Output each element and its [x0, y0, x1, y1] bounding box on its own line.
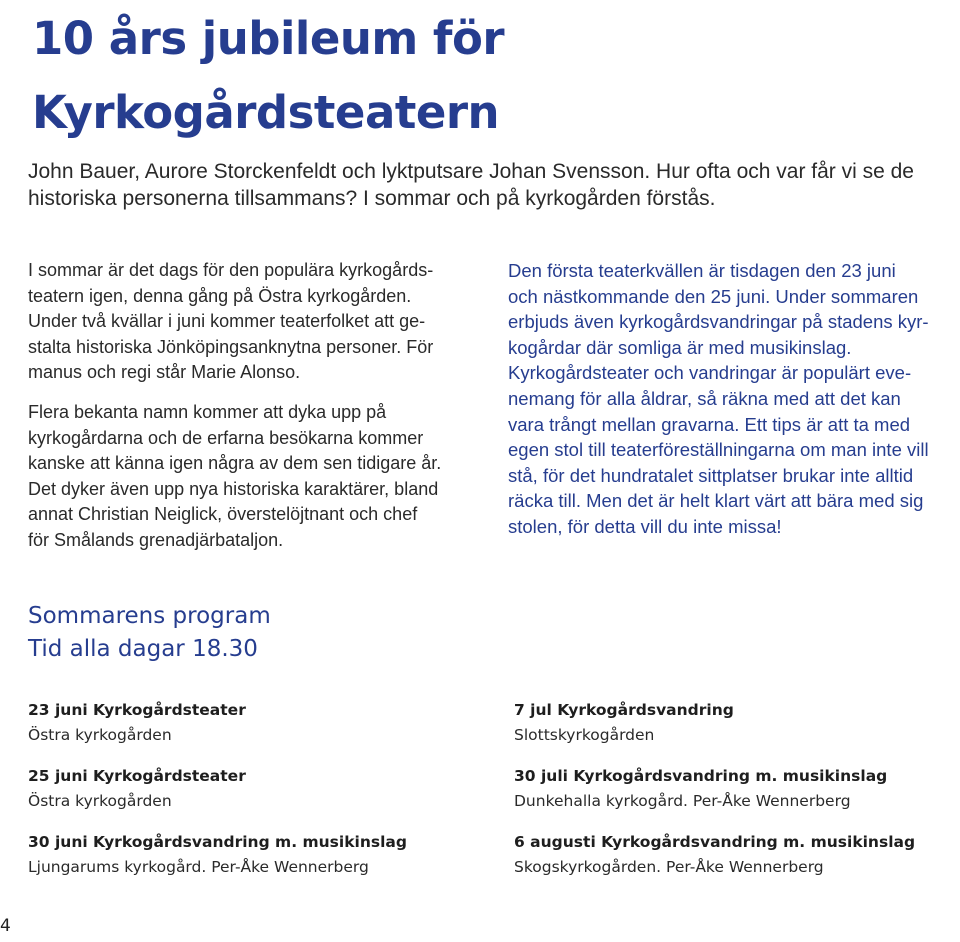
- page-title: [32, 2, 504, 150]
- program-item: [514, 764, 954, 814]
- left-column: [28, 258, 478, 568]
- program-left-column: [28, 698, 468, 896]
- right-paragraph-1: Den första teaterkvällen är tisdagen den 23 juni och nästkommande den 25 juni. Under sommaren erbjuds även kyrkogårdsvandringar på stadens kyr- kogårdar där somliga är med musikinslag. Kyrkogårdsteater och vandringar är populärt eve- nemang för alla åldrar, så räkna med att det kan vara trångt mellan gravarna. Ett tips är att ta med egen stol till teaterföreställningarna om man inte vill stå, för det hundratalet sittplatser brukar inte alltid räcka till. Men det är helt klart värt att bära med sig stolen, för detta vill du inte missa!: [508, 260, 929, 537]
- program-item-place: Skogskyrkogården. Per-Åke Wennerberg: [514, 858, 824, 876]
- program-item: [514, 698, 954, 748]
- program-item: [28, 830, 468, 880]
- program-item-title: 23 juni Kyrkogårdsteater: [28, 701, 246, 719]
- program-item-title: 6 augusti Kyrkogårdsvandring m. musikinslag: [514, 833, 916, 851]
- program-item: [514, 830, 954, 880]
- program-item-place: Ljungarums kyrkogård. Per-Åke Wennerberg: [28, 858, 369, 876]
- program-item-place: Slottskyrkogården: [514, 726, 655, 744]
- program-item: [28, 764, 468, 814]
- program-item: [28, 698, 468, 748]
- program-item-place: Östra kyrkogården: [28, 726, 172, 744]
- page-number: 4: [0, 916, 11, 936]
- left-paragraph-2: Flera bekanta namn kommer att dyka upp på kyrkogårdarna och de erfarna besökarna kommer kanske att känna igen några av dem sen tidigare år. Det dyker även upp nya historiska karaktärer, bland annat Christian Neiglick, överstelöjtnant och chef för Smålands grenadjärbataljon.: [28, 401, 442, 550]
- left-paragraph-1: I sommar är det dags för den populära kyrkogårds- teatern igen, denna gång på Östra kyrkogården. Under två kvällar i juni kommer teaterfolket att ge- stalta historiska Jönköpingsanknytna personer. För manus och regi står Marie Alonso.: [28, 260, 434, 383]
- program-item-title: 25 juni Kyrkogårdsteater: [28, 767, 246, 785]
- program-item-place: Dunkehalla kyrkogård. Per-Åke Wennerberg: [514, 792, 851, 810]
- title-text: 10 års jubileum för Kyrkogårdsteatern: [32, 12, 505, 139]
- program-item-title: 30 juli Kyrkogårdsvandring m. musikinslag: [514, 767, 888, 785]
- program-right-column: [514, 698, 954, 896]
- program-item-title: 7 jul Kyrkogårdsvandring: [514, 701, 734, 719]
- program-heading-line2: Tid alla dagar 18.30: [28, 636, 258, 662]
- lead-paragraph: John Bauer, Aurore Storckenfeldt och lyktputsare Johan Svensson. Hur ofta och var får vi se de historiska personerna tillsammans? I sommar och på kyrkogården förstås.: [28, 160, 914, 210]
- program-heading-line1: Sommarens program: [28, 603, 271, 629]
- program-item-title: 30 juni Kyrkogårdsvandring m. musikinslag: [28, 833, 407, 851]
- right-column: [508, 258, 954, 554]
- program-item-place: Östra kyrkogården: [28, 792, 172, 810]
- program-heading: [28, 600, 271, 666]
